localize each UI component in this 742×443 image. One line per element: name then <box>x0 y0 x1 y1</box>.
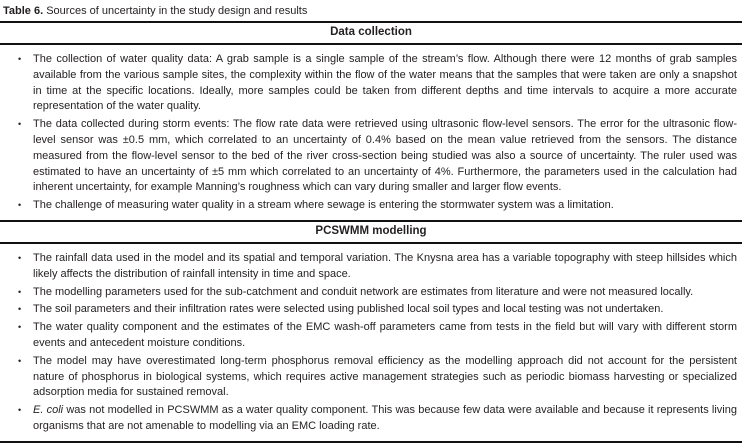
bullet-item <box>0 198 737 214</box>
bullet-item <box>0 52 737 115</box>
bullet-item <box>0 320 737 352</box>
bullet-icon: • <box>18 286 22 297</box>
bullet-text: The challenge of measuring water quality in a stream where sewage is entering the stormwater system was a limitation. <box>33 199 614 212</box>
bullet-item <box>0 302 737 318</box>
bullet-text: The data collected during storm events: The flow rate data were retrieved using ultrasonic flow-level sensors. The error for the ultrasonic flow-level sensor was ±0.5 mm, which correlated to an uncertainty of 0.4% based on the mean value retrieved from the sensors. The distance measured from the flow-level sensor to the bed of the river cross-section being studied was also a source of uncertainty. The ruler used was estimated to have an uncertainty of ±5 mm which correlated to an uncertainty of 4%. Furthermore, the parameters used in the calculation had inherent uncertainty, for example Manning’s roughness which can vary during smaller and larger flow events. <box>33 118 737 194</box>
bullet-text: The model may have overestimated long-term phosphorus removal efficiency as the modelling approach did not account for the persistent nature of phosphorus in biological systems, which requires active management strategies such as periodic biomass harvesting or specialized adsorption media for sustained removal. <box>33 354 737 399</box>
bullet-icon: • <box>18 119 22 130</box>
bullet-text: The modelling parameters used for the sub-catchment and conduit network are estimates from literature and were not measured locally. <box>33 285 694 298</box>
section-body-data-collection <box>0 45 742 220</box>
bullet-icon: • <box>18 322 22 333</box>
bullet-text: was not modelled in PCSWMM as a water quality component. This was because few data were available and because it represents living organisms that are not amenable to modelling via an EMC loading rate. <box>33 404 737 432</box>
bullet-icon: • <box>18 304 22 315</box>
bullet-item <box>0 403 737 435</box>
bullet-icon: • <box>18 252 22 263</box>
table-caption-label: Table 6. <box>3 5 44 17</box>
section-header-data-collection: Data collection <box>0 21 742 45</box>
bullet-icon: • <box>18 200 22 211</box>
section-header-pcswmm-modelling: PCSWMM modelling <box>0 220 742 244</box>
bullet-text: The water quality component and the estimates of the EMC wash-off parameters came from tests in the field but will vary with different storm events and antecedent moisture conditions. <box>33 321 737 349</box>
bullet-item <box>0 354 737 401</box>
bullet-text: The soil parameters and their infiltration rates were selected using published local soil types and local testing was not undertaken. <box>33 303 664 316</box>
bullet-icon: • <box>18 54 22 64</box>
bullet-item <box>0 251 737 283</box>
bullet-icon: • <box>18 355 22 366</box>
bullet-item <box>0 285 737 301</box>
table-caption <box>0 0 742 21</box>
bullet-icon: • <box>18 405 22 416</box>
bullet-text-italic-lead: E. coli <box>33 404 64 417</box>
bullet-text: The collection of water quality data: A grab sample is a single sample of the stream’s flow. Although there were 12 months of grab samples available from the various sample sites, the complexity within the flow of the water means that the samples that were taken are only a snapshot in time at the specific locations. Ideally, more samples could be taken from different depths and time intervals to acquire a more accurate representation of the water quality. <box>33 53 737 113</box>
bullet-text: The rainfall data used in the model and its spatial and temporal variation. The Knysna area has a variable topography with steep hillsides which likely affects the distribution of rainfall intensity in time and space. <box>33 251 737 280</box>
section-body-pcswmm-modelling <box>0 244 742 441</box>
table-caption-text: Sources of uncertainty in the study design and results <box>46 5 308 17</box>
bullet-item <box>0 117 737 196</box>
